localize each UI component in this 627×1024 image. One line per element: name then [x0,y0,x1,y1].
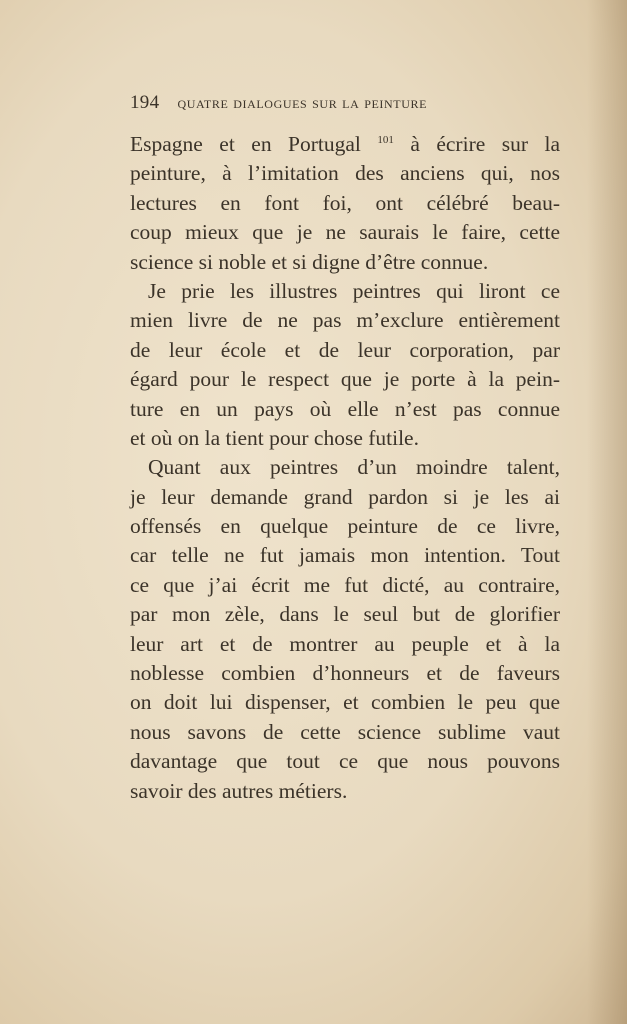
text-line: par mon zèle, dans le seul but de glorifier [130,602,560,627]
text-line: Quant aux peintres d’un moindre talent, [148,455,560,480]
text-line: davantage que tout ce que nous pouvons [130,749,560,774]
text-line: leur art et de montrer au peuple et à la [130,631,560,656]
text-line: ce que j’ai écrit me fut dicté, au contraire, [130,572,560,597]
running-header [130,92,560,114]
page-edge-shadow [587,0,627,1024]
text-line: mien livre de ne pas m’exclure entièrement [130,308,560,333]
footnote-reference: 101 [377,134,394,146]
text-line: lectures en font foi, ont célébré beau- [130,190,560,215]
text-line: savoir des autres métiers. [130,778,348,803]
text-line: Je prie les illustres peintres qui liront ce [148,278,560,303]
text-line: ture en un pays où elle n’est pas connue [130,396,560,421]
text-line: car telle ne fut jamais mon intention. Tout [130,543,560,568]
text-line: coup mieux que je ne saurais le faire, cette [130,220,560,245]
page-number: 194 [130,92,160,113]
text-line: on doit lui dispenser, et combien le peu que [130,690,560,715]
text-line: peinture, à l’imitation des anciens qui, nos [130,161,560,186]
text-line: de leur école et de leur corporation, par [130,337,560,362]
text-line: et où on la tient pour chose futile. [130,425,419,450]
text-line: Espagne et en Portugal $^{101}$ à écrire sur la [130,132,560,156]
text-line: offensés en quelque peinture de ce livre, [130,514,560,539]
text-line: je leur demande grand pardon si je les ai [130,484,560,509]
running-title: quatre dialogues sur la peinture [177,93,427,112]
text-line: nous savons de cette science sublime vaut [130,719,560,744]
text-line: science si noble et si digne d’être connue. [130,249,489,274]
text-line: égard pour le respect que je porte à la pein- [130,367,560,392]
page-body [130,130,560,806]
text-line: noblesse combien d’honneurs et de faveurs [130,661,560,686]
